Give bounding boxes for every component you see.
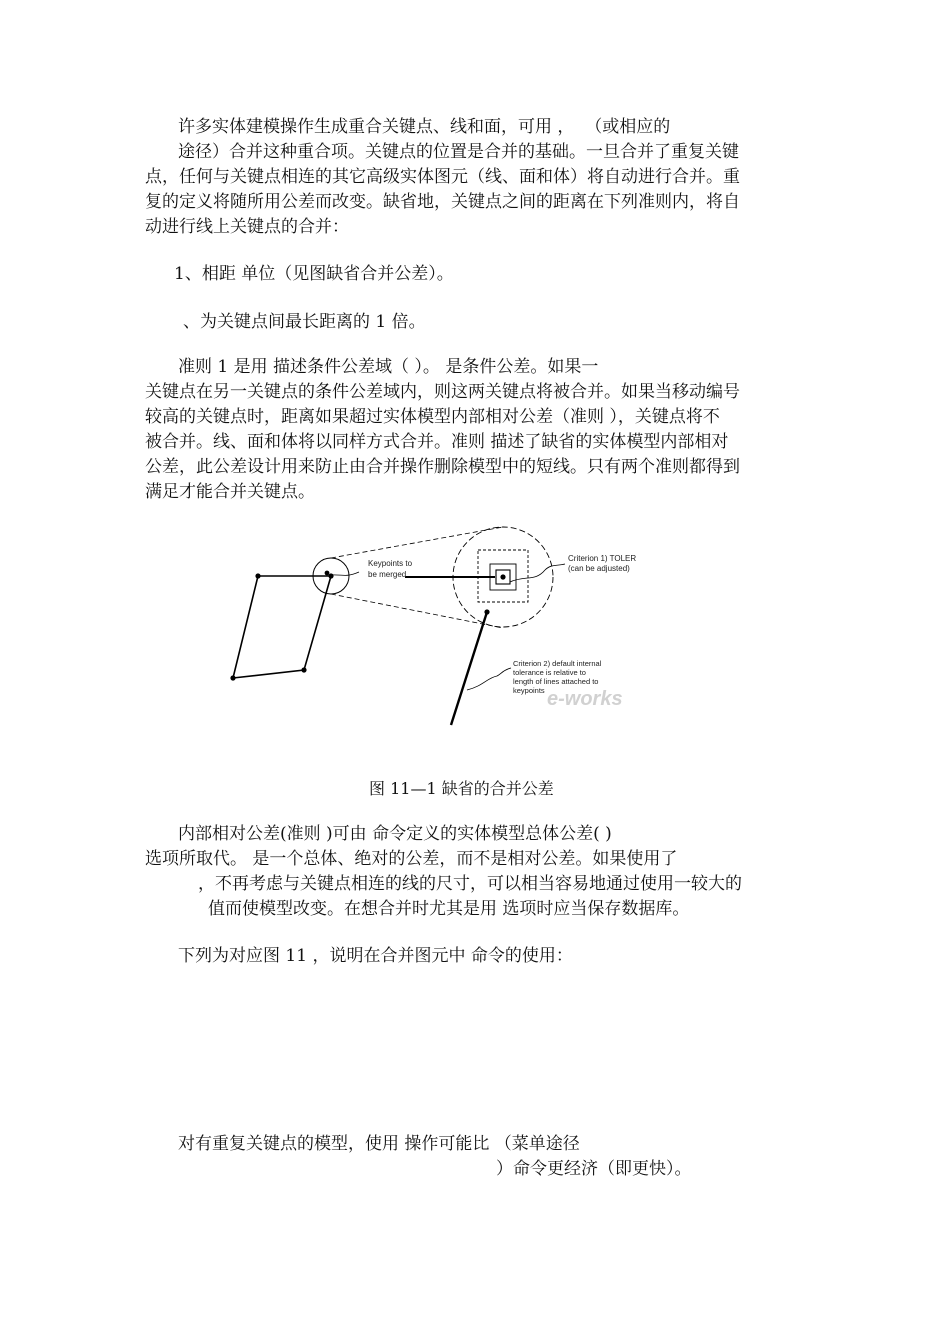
- merge-tolerance-figure: [225, 520, 670, 730]
- label-criterion2-line1: Criterion 2) default internal: [513, 659, 602, 668]
- keypoint-dot: [484, 609, 489, 614]
- zoom-tangent-upper: [331, 527, 503, 558]
- leader-criterion1: [510, 564, 565, 582]
- label-criterion2-line4: keypoints: [513, 686, 545, 695]
- para3-line-2: 选项所取代。 是一个总体、绝对的公差，而不是相对公差。如果使用了: [145, 849, 678, 869]
- para3-line-4: 值而使模型改变。在想合并时尤其是用 选项时应当保存数据库。: [208, 899, 690, 919]
- para1-line-5: 动进行线上关键点的合并：: [145, 217, 349, 237]
- para2-line-1: 准则 1 是用 描述条件公差域（ ）。 是条件公差。如果一: [178, 357, 599, 377]
- label-keypoints-line2: be merged: [368, 570, 407, 579]
- keypoint-dot: [328, 573, 333, 578]
- criterion-1: 1、相距 单位（见图缺省合并公差）。: [174, 264, 454, 284]
- label-criterion1-line1: Criterion 1) TOLER: [568, 554, 637, 563]
- para5-line-2: ）命令更经济（即更快）。: [496, 1159, 692, 1179]
- watermark: e-works: [547, 688, 623, 710]
- quad-outline: [233, 576, 331, 678]
- keypoint-dot: [301, 667, 306, 672]
- para1-line-2: 途径）合并这种重合项。关键点的位置是合并的基础。一旦合并了重复关键: [178, 142, 739, 162]
- para1-line-4: 复的定义将随所用公差而改变。缺省地，关键点之间的距离在下列准则内，将自: [145, 192, 740, 212]
- para5-line-1: 对有重复关键点的模型，使用 操作可能比 （菜单途径: [178, 1134, 580, 1154]
- para2-line-4: 被合并。线、面和体将以同样方式合并。准则 描述了缺省的实体模型内部相对: [145, 432, 729, 452]
- para3-line-3: ，不再考虑与关键点相连的线的尺寸，可以相当容易地通过使用一较大的: [198, 874, 742, 894]
- attached-line: [451, 612, 487, 725]
- para2-line-3: 较高的关键点时，距离如果超过实体模型内部相对公差（准则 ），关键点将不: [145, 407, 720, 427]
- wireframe-lines: [233, 576, 331, 678]
- para1-line-3: 点，任何与关键点相连的其它高级实体图元（线、面和体）将自动进行合并。重: [145, 167, 740, 187]
- para3-line-1: 内部相对公差(准则 )可由 命令定义的实体模型总体公差( ): [178, 824, 612, 844]
- label-criterion1-line2: (can be adjusted): [568, 564, 630, 573]
- keypoint-dot: [255, 573, 260, 578]
- figure-caption: 图 11—1 缺省的合并公差: [369, 779, 554, 798]
- para2-line-2: 关键点在另一关键点的条件公差域内，则这两关键点将被合并。如果当移动编号: [145, 382, 740, 402]
- leader-criterion2: [467, 668, 511, 690]
- keypoint-dot: [500, 574, 505, 579]
- para4-line-1: 下列为对应图 11 ，说明在合并图元中 命令的使用：: [178, 946, 573, 966]
- label-criterion2-line2: tolerance is relative to: [513, 668, 586, 677]
- criterion-2: 、为关键点间最长距离的 1 倍。: [183, 312, 426, 332]
- para2-line-6: 满足才能合并关键点。: [145, 482, 315, 502]
- para1-line-1: 许多实体建模操作生成重合关键点、线和面，可用 ， （或相应的: [178, 117, 671, 137]
- keypoint-dot: [325, 571, 330, 576]
- label-keypoints-line1: Keypoints to: [368, 559, 413, 568]
- keypoint-dot: [230, 675, 235, 680]
- zoom-tangent-lower: [331, 594, 503, 628]
- label-criterion2-line3: length of lines attached to: [513, 677, 599, 686]
- leader-keypoints: [329, 572, 359, 575]
- para2-line-5: 公差，此公差设计用来防止由合并操作删除模型中的短线。只有两个准则都得到: [145, 457, 740, 477]
